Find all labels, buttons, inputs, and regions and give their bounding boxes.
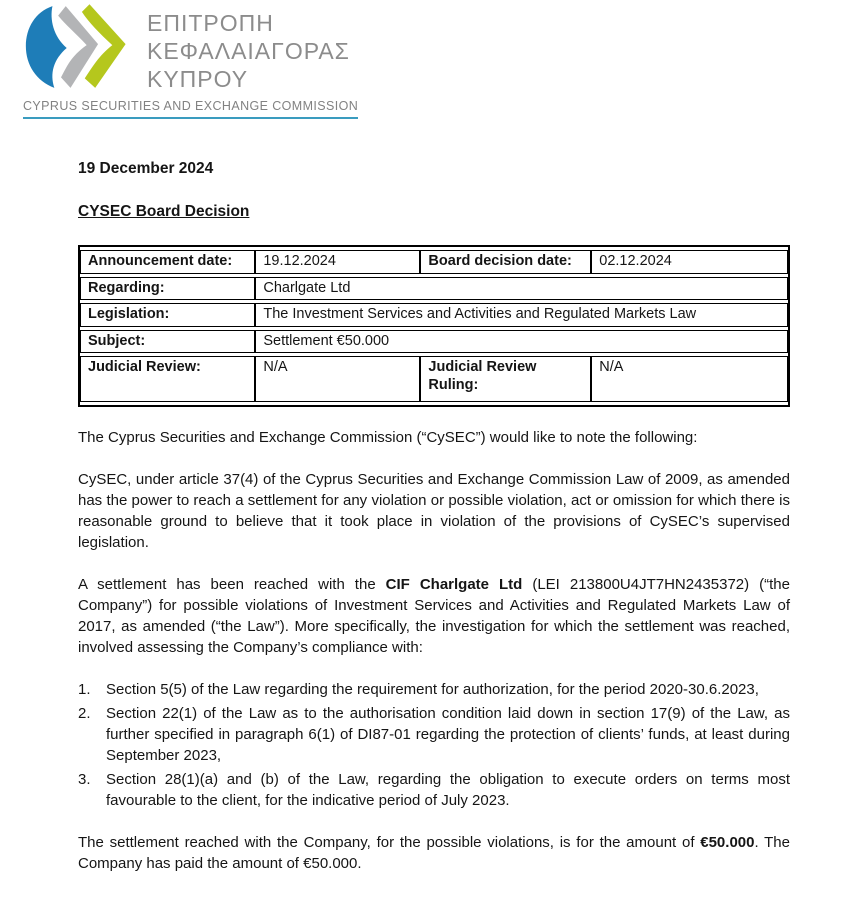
list-item-number: 1. [78, 681, 91, 698]
announcement-date-value: 19.12.2024 [255, 250, 420, 274]
cysec-logo-mark-icon [23, 4, 137, 90]
paragraph-intro: The Cyprus Securities and Exchange Commission (“CySEC”) would like to note the following: [78, 429, 698, 446]
judicial-review-ruling-value: N/A [591, 356, 788, 402]
settlement-amount-bold: €50.000 [700, 834, 755, 851]
list-item-number: 3. [78, 771, 91, 788]
logo-greek-line-2: ΚΕΦΑΛΑΙΑΓΟΡΑΣ [147, 38, 350, 64]
paragraph-settlement-reached [78, 574, 790, 658]
list-item-number: 2. [78, 705, 91, 722]
subject-label: Subject: [80, 330, 255, 354]
logo-greek-line-1: ΕΠΙΤΡΟΠΗ [147, 10, 274, 36]
legislation-label: Legislation: [80, 303, 255, 327]
table-row-subject [80, 330, 788, 354]
list-item [78, 769, 790, 811]
paragraph-settlement-power: CySEC, under article 37(4) of the Cyprus Securities and Exchange Commission Law of 2009, as amended has the power to reach a settlement for any violation or possible violation, act or omission for which there is reasonable ground to believe that it took place in violation of the provisions of CySEC’s supervised legislation. [78, 471, 790, 551]
list-item-text: Section 28(1)(a) and (b) of the Law, regarding the obligation to execute orders on terms most favourable to the client, for the indicative period of July 2023. [106, 771, 790, 809]
text-run: (LEI 213800U4JT7HN2435372) (“the Company”) for possible violations of Investment Services and Activities and Regulated Markets Law of 2017, as amended (“the Law”). More specifically, the investigation for which the settlement was reached, involved assessing the Company’s compliance with: [78, 576, 790, 656]
logo-caption: CYPRUS SECURITIES AND EXCHANGE COMMISSION [23, 99, 358, 119]
list-item [78, 679, 790, 700]
text-run: A settlement has been reached with the [78, 576, 386, 593]
document-title: CYSEC Board Decision [78, 203, 250, 220]
table-row-regarding [80, 277, 788, 301]
board-decision-date-value: 02.12.2024 [591, 250, 788, 274]
table-row-legislation [80, 303, 788, 327]
violations-list [78, 679, 790, 811]
decision-info-table [78, 245, 790, 407]
list-item-text: Section 5(5) of the Law regarding the requirement for authorization, for the period 2020-30.6.2023, [106, 681, 759, 698]
text-run: The settlement reached with the Company, for the possible violations, is for the amount of [78, 834, 701, 851]
legislation-value: The Investment Services and Activities and Regulated Markets Law [255, 303, 788, 327]
subject-value: Settlement €50.000 [255, 330, 788, 354]
company-name-bold: CIF Charlgate Ltd [385, 576, 523, 593]
document-content [78, 158, 790, 895]
table-row-dates [80, 250, 788, 274]
list-item-text: Section 22(1) of the Law as to the authorisation condition laid down in section 17(9) of the Law, as further specified in paragraph 6(1) of DI87-01 regarding the protection of clients’ funds, at least during September 2023, [106, 705, 790, 764]
logo-greek-text [147, 9, 350, 93]
regarding-label: Regarding: [80, 277, 255, 301]
judicial-review-label: Judicial Review: [80, 356, 255, 402]
announcement-date-label: Announcement date: [80, 250, 255, 274]
board-decision-date-label: Board decision date: [420, 250, 591, 274]
regarding-value: Charlgate Ltd [255, 277, 788, 301]
text-run: . The Company has paid the amount of €50.000. [78, 834, 790, 872]
logo-greek-line-3: ΚΥΠΡΟΥ [147, 66, 249, 92]
judicial-review-ruling-label: Judicial Review Ruling: [420, 356, 591, 402]
judicial-review-value: N/A [255, 356, 420, 402]
cysec-logo [23, 4, 358, 119]
document-date: 19 December 2024 [78, 160, 214, 177]
table-row-judicial-review [80, 356, 788, 402]
paragraph-settlement-amount [78, 832, 790, 874]
list-item [78, 703, 790, 766]
